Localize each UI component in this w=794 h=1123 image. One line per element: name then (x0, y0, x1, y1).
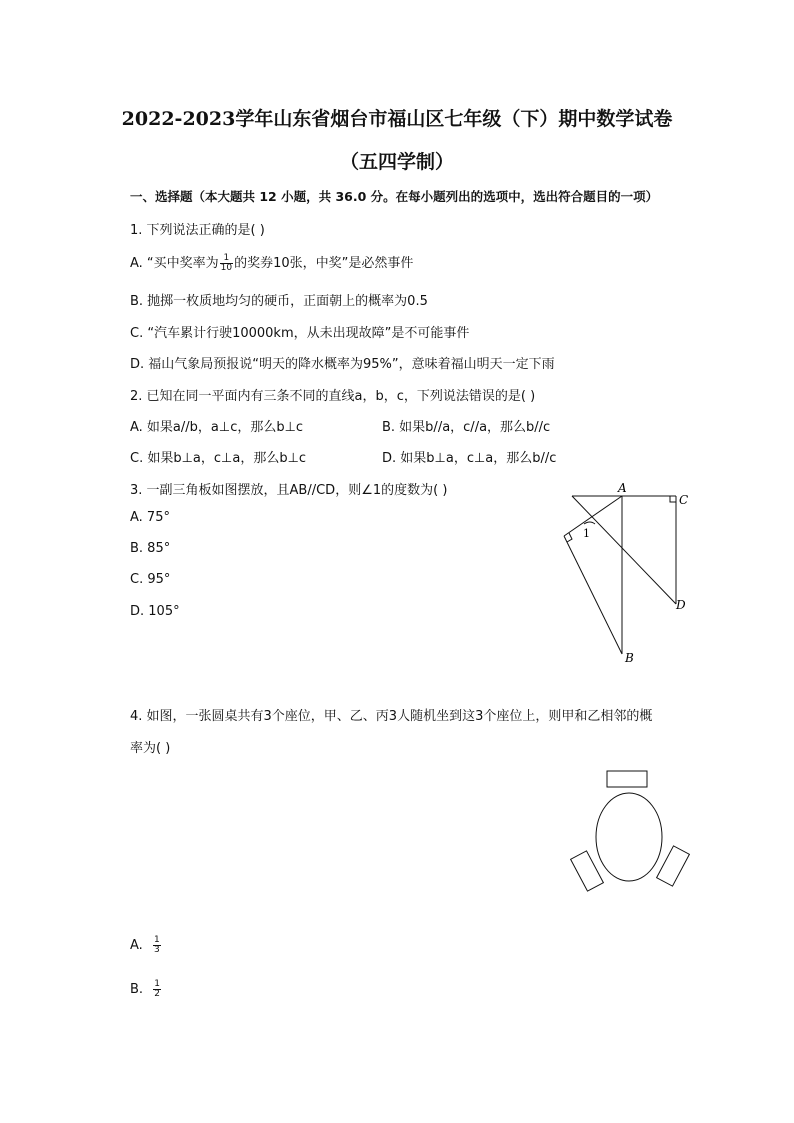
q2-option-c: C. 如果b⊥a，c⊥a，那么b⊥c (130, 451, 307, 466)
line-ad-hypotenuse (572, 496, 676, 604)
q1-option-a-suffix: 的奖券10张，中奖”是必然事件 (234, 256, 414, 271)
q4-option-a (130, 936, 162, 955)
q3-option-b: B. 85° (130, 541, 171, 556)
seat-top (607, 771, 647, 787)
section-heading: 一、选择题（本大题共 12 小题，共 36.0 分。在每小题列出的选项中，选出符合题目的一项） (130, 189, 659, 204)
label-c: C (679, 493, 689, 507)
label-d: D (676, 598, 686, 612)
q1-option-a (130, 252, 413, 273)
q4-option-a-label: A. (130, 938, 143, 953)
q4-stem-line-1: 4. 如图，一张圆桌共有3个座位，甲、乙、丙3人随机坐到这3个座位上，则甲和乙相邻的概 (130, 709, 653, 724)
q2-stem: 2. 已知在同一平面内有三条不同的直线a，b，c，下列说法错误的是( ) (130, 389, 536, 404)
fraction-one-third (153, 936, 161, 955)
line-a-right-angle (564, 496, 622, 536)
label-angle-1: 1 (583, 527, 590, 540)
q4-option-b (130, 980, 162, 999)
q1-option-a-prefix: A. “买中奖率为 (130, 256, 219, 271)
q3-stem: 3. 一副三角板如图摆放，且AB//CD，则∠1的度数为( ) (130, 483, 448, 498)
q2-option-b: B. 如果b//a，c//a，那么b//c (382, 420, 551, 435)
fraction-numerator: 1 (154, 979, 160, 989)
q1-option-b: B. 抛掷一枚质地均匀的硬币，正面朝上的概率为0.5 (130, 294, 428, 309)
angle-1-arc (584, 522, 595, 524)
label-a: A (618, 481, 627, 495)
fraction-one-tenth (220, 254, 233, 273)
right-angle-mark-left (567, 533, 572, 542)
label-b: B (625, 651, 634, 665)
fraction-denominator: 3 (153, 945, 160, 955)
fraction-numerator: 1 (220, 254, 233, 264)
line-b-right-angle (564, 536, 622, 654)
q3-option-c: C. 95° (130, 572, 171, 587)
seat-left (571, 851, 604, 891)
triangle-figure (550, 478, 700, 668)
q3-option-a: A. 75° (130, 510, 170, 525)
q1-option-d: D. 福山气象局预报说“明天的降水概率为95%”，意味着福山明天一定下雨 (130, 357, 555, 372)
right-angle-mark-c (670, 496, 676, 502)
fraction-numerator: 1 (153, 935, 160, 945)
fraction-one-half (153, 980, 161, 999)
q3-option-d: D. 105° (130, 604, 180, 619)
fraction-denominator: 2 (154, 989, 160, 999)
round-table-figure (565, 765, 695, 895)
seat-right (657, 846, 690, 886)
q1-stem: 1. 下列说法正确的是( ) (130, 223, 265, 238)
title-line-1: 2022-2023学年山东省烟台市福山区七年级（下）期中数学试卷 (121, 108, 673, 130)
title-line-2: （五四学制） (339, 151, 454, 173)
table-ellipse (596, 793, 662, 881)
q4-stem-line-2: 率为( ) (130, 741, 171, 756)
q4-option-b-label: B. (130, 982, 144, 997)
q2-option-d: D. 如果b⊥a，c⊥a，那么b//c (382, 451, 557, 466)
q2-option-a: A. 如果a//b，a⊥c，那么b⊥c (130, 420, 304, 435)
fraction-denominator: 10 (220, 263, 233, 273)
q1-option-c: C. “汽车累计行驶10000km，从未出现故障”是不可能事件 (130, 326, 470, 341)
